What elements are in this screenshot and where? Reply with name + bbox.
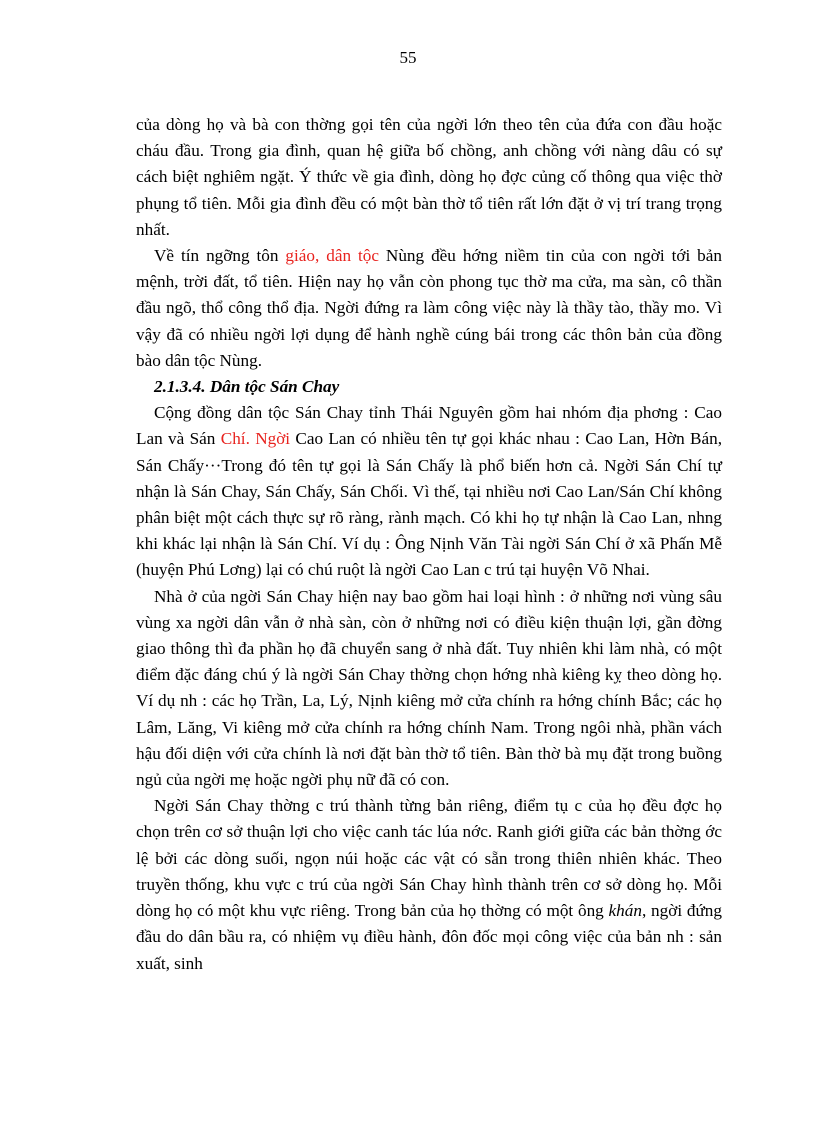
paragraph-text-before: Ngời Sán Chay thờng c trú thành từng bản riêng, điểm tụ c của họ đều đợc họ chọn trên cơ sở thuận lợi cho việc canh tác lúa nớc. Ranh giới giữa các bản thờng ớc lệ bởi các dòng suối, ngọn núi hoặc các vật có sẵn trong thiên nhiên khác. Theo truyền thống, khu vực c trú của ngời Sán Chay hình thành trên cơ sở dòng họ. Mỗi dòng họ có một khu vực riêng. Trong bản của họ thờng có một ông [136,796,722,921]
paragraph-nung-beliefs [136,243,722,374]
highlighted-text: Chí. Ngời [220,429,291,449]
paragraph-text-before: Cộng đồng dân tộc Sán Chay tỉnh Thái Nguyên gồm hai nhóm địa phơng : Cao Lan và Sán [136,403,722,449]
paragraph-san-chay-housing: Nhà ở của ngời Sán Chay hiện nay bao gồm hai loại hình : ở những nơi vùng sâu vùng xa ngời dân vẫn ở nhà sàn, còn ở những nơi có điều kiện thuận lợi, gần đờng giao thông thì đa phần họ đã chuyển sang ở nhà đất. Tuy nhiên khi làm nhà, có một điểm đặc đáng chú ý là ngời Sán Chay thờng chọn hớng nhà kiêng kỵ theo dòng họ. Ví dụ nh : các họ Trần, La, Lý, Nịnh kiêng mở cửa chính ra hớng chính Bắc; các họ Lâm, Lăng, Vi kiêng mở cửa chính ra hớng chính Nam. Trong ngôi nhà, phần vách hậu đối diện với cửa chính là nơi đặt bàn thờ tổ tiên. Bàn thờ bà mụ đặt trong buồng ngủ của ngời mẹ hoặc ngời phụ nữ đã có con. [136,586,722,790]
paragraph-san-chay-groups [136,400,722,583]
paragraph-san-chay-settlement [136,793,722,976]
paragraph-text-after: Nùng đều hớng niềm tin của con ngời tới bản mệnh, trời đất, tổ tiên. Hiện nay họ vẫn còn phong tục thờ ma cửa, ma sàn, cô thần đầu ngõ, thổ công thổ địa. Ngời đứng ra làm công việc này là thầy tào, thầy mo. Vì vậy đã có nhiều ngời lợi dụng để hành nghề cúng bái trong các thôn bản của đồng bào dân tộc Nùng. [136,246,722,370]
section-heading: 2.1.3.4. Dân tộc Sán Chay [154,377,340,397]
page-number: 55 [399,48,417,67]
italic-term: khán [608,901,642,921]
highlighted-text: giáo, dân tộc [285,246,379,266]
paragraph-family-lineage: của dòng họ và bà con thờng gọi tên của ngời lớn theo tên của đứa con đầu hoặc cháu đầu. Trong gia đình, quan hệ giữa bố chồng, anh chồng với nàng dâu có sự cách biệt nghiêm ngặt. Ý thức về gia đình, dòng họ đợc củng cố thông qua việc thờ phụng tổ tiên. Mỗi gia đình đều có một bàn thờ tổ tiên rất lớn đặt ở vị trí trang trọng nhất. [136,115,722,239]
paragraph-text-after: , ngời đứng đầu do dân bầu ra, có nhiệm vụ điều hành, đôn đốc mọi công việc của bản nh : sản xuất, sinh [136,901,722,973]
paragraph-text-before: Về tín ngỡng tôn [154,246,286,266]
body-text [136,112,722,977]
paragraph-text-after: Cao Lan có nhiều tên tự gọi khác nhau : Cao Lan, Hờn Bán, Sán Chấy···Trong đó tên tự gọi là Sán Chấy là phổ biến hơn cả. Ngời Sán Chí tự nhận là Sán Chay, Sán Chấy, Sán Chối. Vì thế, tại nhiều nơi Cao Lan/Sán Chí không phân biệt một cách thực sự rõ ràng, rành mạch. Có khi họ tự nhận là Cao Lan, nhng khi khác lại nhận là Sán Chí. Ví dụ : Ông Nịnh Văn Tài ngời Sán Chí ở xã Phấn Mễ (huyện Phú Lơng) lại có chú ruột là ngời Cao Lan c trú tại huyện Võ Nhai. [136,429,723,580]
